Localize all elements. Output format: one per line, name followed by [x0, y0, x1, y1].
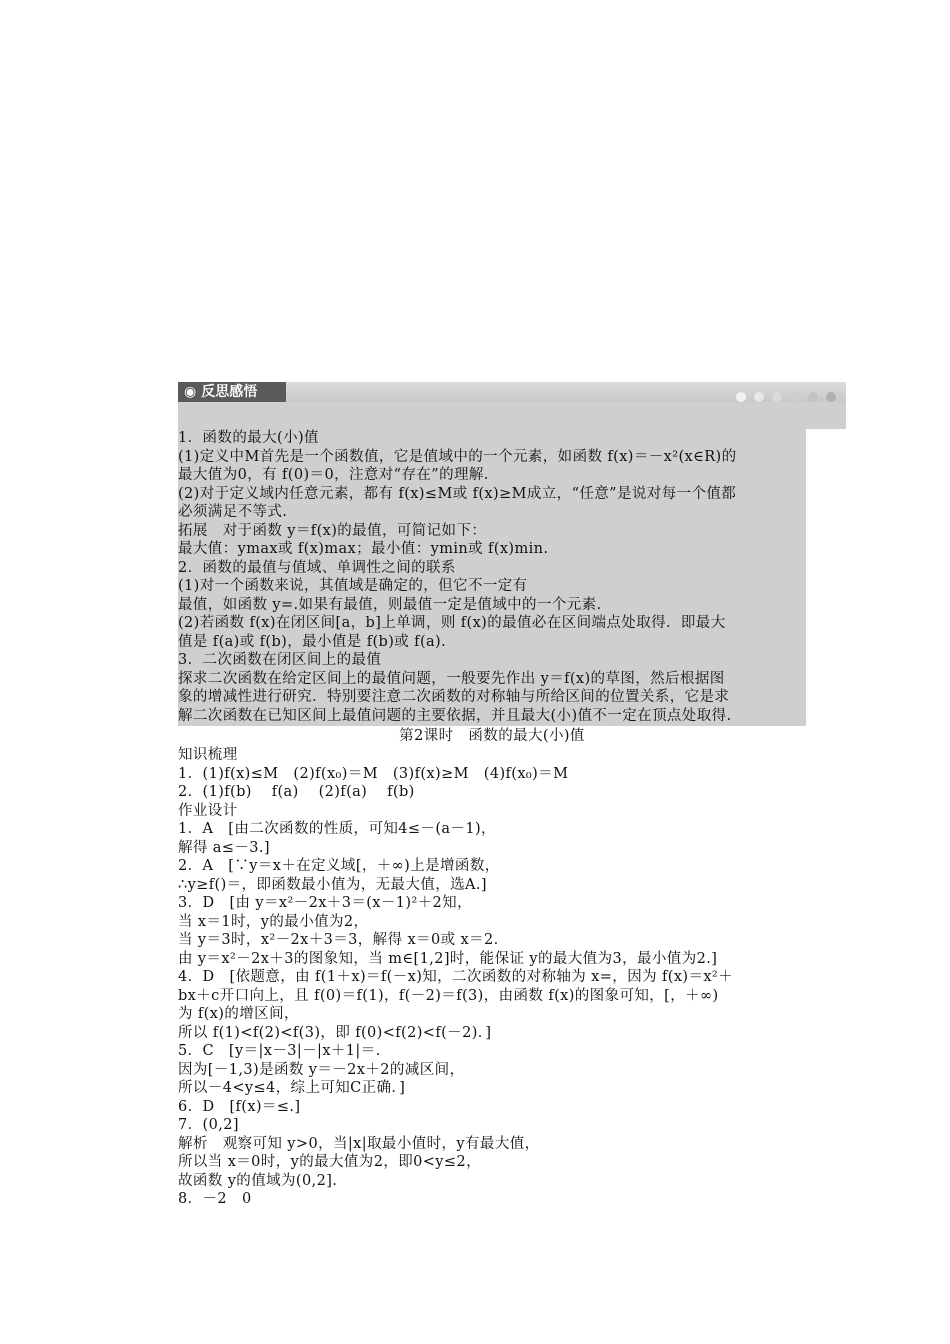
text-line: 5．C [y＝|x－3|－|x＋1|＝. [178, 1043, 381, 1059]
text-line: (2)对于定义域内任意元素，都有 f(x)≤M或 f(x)≥M成立，“任意”是说对每一个值都 [178, 485, 737, 502]
text-line: 2．A [∵y＝x＋在定义域[，＋∞)上是增函数， [178, 858, 500, 874]
text-line: 解得 a≤－3.] [178, 839, 270, 856]
text-line: bx＋c开口向上，且 f(0)＝f(1)，f(－2)＝f(3)，由函数 f(x)的图象可知，[，＋∞) [178, 987, 719, 1004]
text-line: 必须满足不等式. [178, 504, 288, 520]
text-line: 拓展 对于函数 y＝f(x)的最值，可简记如下： [178, 522, 487, 539]
reflection-text [178, 429, 736, 725]
text-line: 象的增减性进行研究．特别要注意二次函数的对称轴与所给区间的位置关系，它是求 [178, 689, 730, 705]
dot-icon [808, 392, 818, 402]
text-line: 2．(1)f(b) f(a) (2)f(a) f(b) [178, 784, 415, 800]
text-line: 3．D [由 y＝x²－2x＋3＝(x－1)²＋2知， [178, 895, 472, 911]
text-line: (2)若函数 f(x)在闭区间[a，b]上单调，则 f(x)的最值必在区间端点处取得．即最大 [178, 615, 726, 631]
text-line: 2．函数的最值与值域、单调性之间的联系 [178, 559, 456, 576]
text-line: 1．函数的最大(小)值 [178, 430, 319, 446]
reflection-header-band [178, 402, 846, 429]
text-line: 故函数 y的值域为(0,2]. [178, 1172, 338, 1189]
text-line: 为 f(x)的增区间， [178, 1006, 299, 1022]
reflection-tag [178, 382, 286, 402]
reflection-header-bar [178, 382, 846, 402]
text-line: 知识梳理 [178, 747, 238, 763]
text-line: 所以－4<y≤4，综上可知C正确．] [178, 1080, 406, 1096]
text-line: 所以 f(1)<f(2)<f(3)，即 f(0)<f(2)<f(－2)．] [178, 1024, 492, 1041]
text-line: 1．(1)f(x)≤M (2)f(x₀)＝M (3)f(x)≥M (4)f(x₀)＝M [178, 765, 569, 782]
text-line: 当 y＝3时，x²－2x＋3＝3，解得 x＝0或 x＝2. [178, 932, 499, 948]
text-line: 1．A [由二次函数的性质，可知4≤－(a－1)， [178, 821, 496, 837]
text-line: 4．D [依题意，由 f(1＋x)＝f(－x)知，二次函数的对称轴为 x=，因为 f(x)＝x²＋ [178, 969, 734, 985]
text-line: (1)对一个函数来说，其值域是确定的，但它不一定有 [178, 578, 528, 594]
text-line: 3．二次函数在闭区间上的最值 [178, 652, 382, 668]
circle-bullet-icon: ◉ [184, 384, 197, 400]
dot-icon [772, 392, 782, 402]
text-line: 作业设计 [178, 802, 238, 819]
text-line: 最大值：ymax或 f(x)max；最小值：ymin或 f(x)min. [178, 541, 549, 557]
text-line: ∴y≥f()＝，即函数最小值为，无最大值，选A.] [178, 876, 487, 893]
reflection-title: 反思感悟 [201, 384, 258, 400]
text-line: 探求二次函数在给定区间上的最值问题，一般要先作出 y＝f(x)的草图，然后根据图 [178, 670, 725, 687]
dot-icon [754, 392, 764, 402]
text-line: 当 x＝1时，y的最小值为2， [178, 913, 369, 930]
text-line: 解二次函数在已知区间上最值问题的主要依据，并且最大(小)值不一定在顶点处取得. [178, 707, 732, 724]
text-line: 值是 f(a)或 f(b)，最小值是 f(b)或 f(a). [178, 633, 447, 650]
text-line: 解析 观察可知 y>0，当|x|取最小值时，y有最大值， [178, 1135, 540, 1152]
text-line: (1)定义中M首先是一个函数值，它是值域中的一个元素，如函数 f(x)＝－x²(x∈R)的 [178, 448, 737, 465]
text-line: 所以当 x＝0时，y的最大值为2，即0<y≤2， [178, 1154, 481, 1170]
lesson-title: 第2课时 函数的最大(小)值 [399, 728, 585, 744]
text-line: 因为[－1,3)是函数 y＝－2x＋2的减区间， [178, 1061, 465, 1078]
dot-icon [790, 392, 800, 402]
text-line: 6．D [f(x)＝≤.] [178, 1098, 301, 1115]
text-line: 最值，如函数 y=.如果有最值，则最值一定是值域中的一个元素. [178, 596, 602, 613]
text-line: 由 y＝x²－2x＋3的图象知，当 m∈[1,2]时，能保证 y的最大值为3，最小值为2.] [178, 950, 718, 967]
answer-text [178, 746, 733, 1209]
text-line: 7．(0,2] [178, 1117, 239, 1133]
text-line: 最大值为0，有 f(0)＝0，注意对“存在”的理解. [178, 467, 489, 483]
dot-icon [736, 392, 746, 402]
dot-icon [826, 392, 836, 402]
text-line: 8．－2 0 [178, 1191, 252, 1207]
